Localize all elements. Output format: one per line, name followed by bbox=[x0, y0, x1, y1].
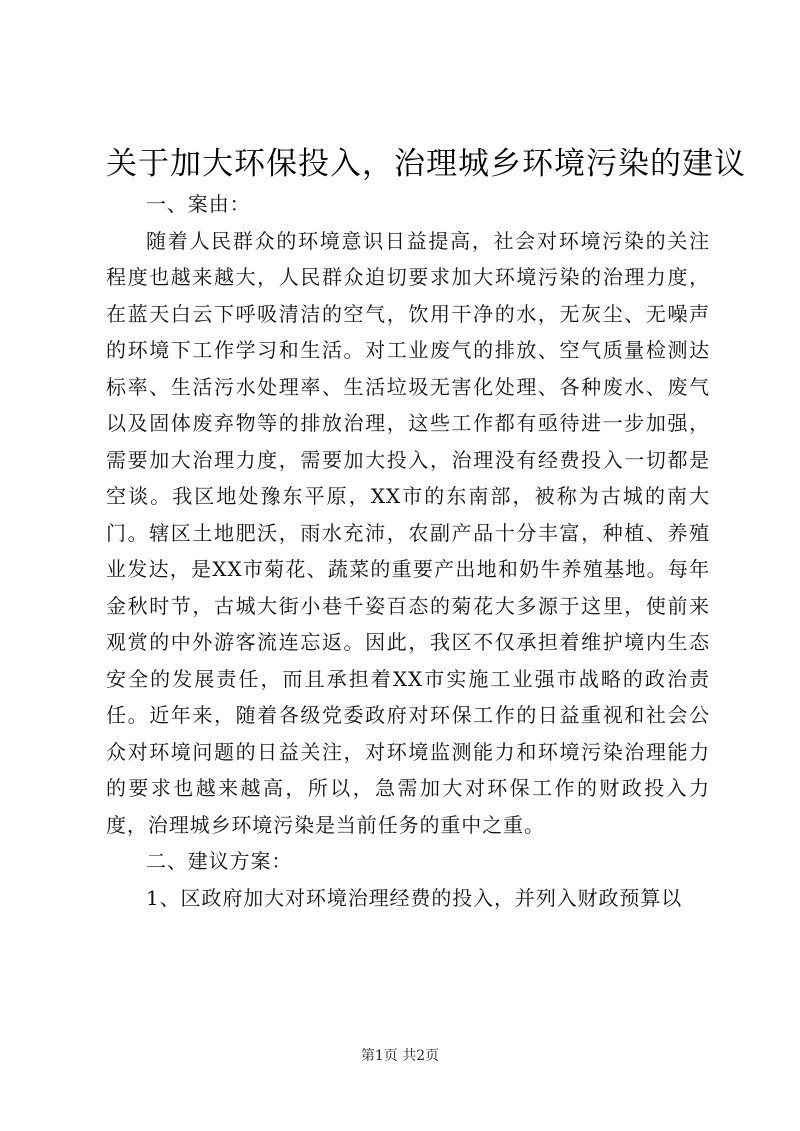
section-heading-proposal: 二、建议方案： bbox=[146, 849, 293, 873]
document-body bbox=[106, 186, 710, 916]
document-title: 关于加大环保投入，治理城乡环境污染的建议 bbox=[106, 146, 746, 182]
proposal-item-1: 1、区政府加大对环境治理经费的投入，并列入财政预算以 bbox=[146, 885, 683, 910]
section-heading-case: 一、案由： bbox=[146, 192, 251, 216]
page-footer: 第1页 共2页 bbox=[360, 1048, 440, 1064]
case-paragraph: 随着人民群众的环境意识日益提高，社会对环境污染的关注程度也越来越大，人民群众迫切要求加大环境污染的治理力度，在蓝天白云下呼吸清洁的空气，饮用干净的水，无灰尘、无噪声的环境下工作学习和生活。对工业废气的排放、空气质量检测达标率、生活污水处理率、生活垃圾无害化处理、各种废水、废气以及固体废弃物等的排放治理，这些工作都有亟待进一步加强，需要加大治理力度，需要加大投入，治理没有经费投入一切都是空谈。我区地处豫东平原，XX市的东南部，被称为古城的南大门。辖区土地肥沃，雨水充沛，农副产品十分丰富，种植、养殖业发达，是XX市菊花、蔬菜的重要产出地和奶牛养殖基地。每年金秋时节，古城大街小巷千姿百态的菊花大多源于这里，使前来观赏的中外游客流连忘返。因此，我区不仅承担着维护境内生态安全的发展责任，而且承担着XX市实施工业强市战略的政治责任。近年来，随着各级党委政府对环保工作的日益重视和社会公众对环境问题的日益关注，对环境监测能力和环境污染治理能力的要求也越来越高，所以，急需加大对环保工作的财政投入力度，治理城乡环境污染是当前任务的重中之重。 bbox=[106, 228, 710, 837]
